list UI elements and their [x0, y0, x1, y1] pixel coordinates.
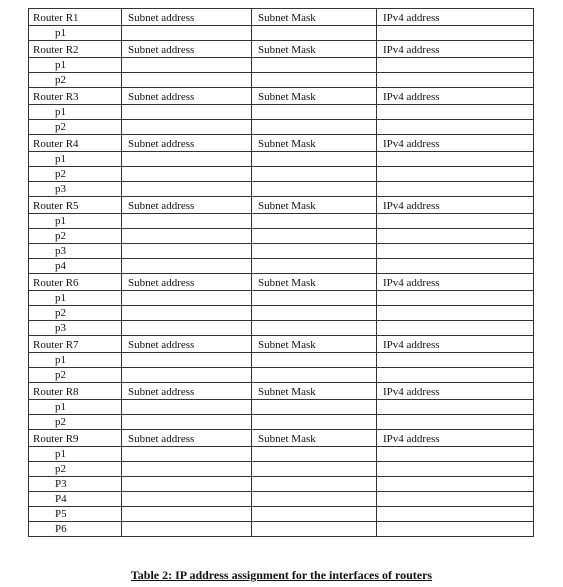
router-header-row [29, 41, 534, 58]
port-label: p1 [29, 291, 122, 306]
port-row [29, 167, 534, 182]
port-label: p2 [29, 73, 122, 88]
subnet-address-cell [122, 353, 252, 368]
subnet-mask-cell [252, 447, 377, 462]
port-row [29, 120, 534, 135]
port-row [29, 291, 534, 306]
router-name: Router R1 [29, 9, 122, 26]
ipv4-address-cell [377, 400, 534, 415]
ipv4-address-cell [377, 167, 534, 182]
subnet-mask-cell [252, 229, 377, 244]
port-row [29, 73, 534, 88]
subnet-address-header: Subnet address [122, 135, 252, 152]
router-header-row [29, 336, 534, 353]
subnet-address-header: Subnet address [122, 88, 252, 105]
ipv4-address-cell [377, 120, 534, 135]
subnet-address-cell [122, 522, 252, 537]
router-name: Router R9 [29, 430, 122, 447]
port-row [29, 259, 534, 274]
port-row [29, 522, 534, 537]
router-header-row [29, 383, 534, 400]
ipv4-address-header: IPv4 address [377, 88, 534, 105]
port-label: p2 [29, 462, 122, 477]
router-header-row [29, 274, 534, 291]
port-row [29, 321, 534, 336]
subnet-mask-header: Subnet Mask [252, 336, 377, 353]
subnet-mask-cell [252, 152, 377, 167]
subnet-address-cell [122, 321, 252, 336]
port-row [29, 415, 534, 430]
router-name: Router R2 [29, 41, 122, 58]
subnet-mask-cell [252, 400, 377, 415]
port-row [29, 353, 534, 368]
ipv4-address-cell [377, 105, 534, 120]
ipv4-address-cell [377, 306, 534, 321]
subnet-address-cell [122, 415, 252, 430]
port-row [29, 492, 534, 507]
ipv4-address-cell [377, 26, 534, 41]
subnet-address-cell [122, 462, 252, 477]
port-row [29, 400, 534, 415]
ipv4-address-cell [377, 214, 534, 229]
ipv4-address-cell [377, 291, 534, 306]
port-row [29, 462, 534, 477]
subnet-address-cell [122, 259, 252, 274]
subnet-mask-cell [252, 353, 377, 368]
ipv4-address-header: IPv4 address [377, 9, 534, 26]
port-label: p1 [29, 353, 122, 368]
router-header-row [29, 197, 534, 214]
subnet-mask-cell [252, 321, 377, 336]
subnet-address-cell [122, 492, 252, 507]
subnet-address-cell [122, 400, 252, 415]
router-name: Router R6 [29, 274, 122, 291]
ipv4-address-cell [377, 353, 534, 368]
subnet-address-cell [122, 120, 252, 135]
port-row [29, 105, 534, 120]
subnet-mask-cell [252, 306, 377, 321]
subnet-mask-header: Subnet Mask [252, 9, 377, 26]
ipv4-address-cell [377, 368, 534, 383]
ipv4-address-header: IPv4 address [377, 41, 534, 58]
port-label: P3 [29, 477, 122, 492]
ipv4-address-header: IPv4 address [377, 383, 534, 400]
ipv4-address-cell [377, 462, 534, 477]
table-caption: Table 2: IP address assignment for the interfaces of routers [130, 568, 433, 582]
port-row [29, 447, 534, 462]
subnet-address-header: Subnet address [122, 9, 252, 26]
port-label: p1 [29, 58, 122, 73]
port-label: P5 [29, 507, 122, 522]
ipv4-address-cell [377, 229, 534, 244]
subnet-address-header: Subnet address [122, 197, 252, 214]
ipv4-address-cell [377, 415, 534, 430]
port-row [29, 152, 534, 167]
subnet-address-cell [122, 368, 252, 383]
ipv4-address-cell [377, 244, 534, 259]
subnet-mask-cell [252, 58, 377, 73]
port-label: p1 [29, 214, 122, 229]
port-label: P6 [29, 522, 122, 537]
port-label: p2 [29, 229, 122, 244]
ipv4-address-header: IPv4 address [377, 135, 534, 152]
subnet-mask-cell [252, 492, 377, 507]
subnet-address-header: Subnet address [122, 383, 252, 400]
ipv4-address-cell [377, 477, 534, 492]
port-row [29, 229, 534, 244]
port-label: p2 [29, 306, 122, 321]
ipv4-address-header: IPv4 address [377, 197, 534, 214]
subnet-mask-header: Subnet Mask [252, 197, 377, 214]
subnet-address-cell [122, 152, 252, 167]
subnet-address-header: Subnet address [122, 336, 252, 353]
port-label: p1 [29, 105, 122, 120]
port-row [29, 477, 534, 492]
port-label: p4 [29, 259, 122, 274]
subnet-mask-cell [252, 73, 377, 88]
ipv4-address-cell [377, 73, 534, 88]
subnet-mask-cell [252, 214, 377, 229]
subnet-mask-cell [252, 368, 377, 383]
ipv4-address-cell [377, 182, 534, 197]
subnet-mask-cell [252, 244, 377, 259]
router-name: Router R7 [29, 336, 122, 353]
subnet-address-header: Subnet address [122, 274, 252, 291]
subnet-mask-header: Subnet Mask [252, 383, 377, 400]
subnet-address-cell [122, 58, 252, 73]
subnet-mask-header: Subnet Mask [252, 41, 377, 58]
subnet-mask-cell [252, 291, 377, 306]
router-header-row [29, 135, 534, 152]
port-row [29, 26, 534, 41]
ipv4-address-cell [377, 58, 534, 73]
port-row [29, 306, 534, 321]
ipv4-address-cell [377, 492, 534, 507]
port-label: P4 [29, 492, 122, 507]
port-row [29, 368, 534, 383]
ip-assignment-table [28, 8, 534, 537]
ipv4-address-header: IPv4 address [377, 274, 534, 291]
subnet-address-cell [122, 182, 252, 197]
port-label: p2 [29, 120, 122, 135]
subnet-address-cell [122, 229, 252, 244]
subnet-mask-cell [252, 120, 377, 135]
router-name: Router R4 [29, 135, 122, 152]
port-row [29, 58, 534, 73]
subnet-mask-cell [252, 259, 377, 274]
ipv4-address-cell [377, 152, 534, 167]
subnet-address-cell [122, 507, 252, 522]
subnet-mask-header: Subnet Mask [252, 88, 377, 105]
port-row [29, 507, 534, 522]
subnet-address-cell [122, 477, 252, 492]
port-label: p3 [29, 244, 122, 259]
router-name: Router R8 [29, 383, 122, 400]
subnet-mask-cell [252, 26, 377, 41]
subnet-mask-cell [252, 167, 377, 182]
port-label: p1 [29, 26, 122, 41]
subnet-address-cell [122, 26, 252, 41]
port-row [29, 244, 534, 259]
port-label: p1 [29, 152, 122, 167]
subnet-address-cell [122, 306, 252, 321]
subnet-address-cell [122, 214, 252, 229]
subnet-address-cell [122, 244, 252, 259]
port-label: p1 [29, 447, 122, 462]
port-label: p1 [29, 400, 122, 415]
port-label: p3 [29, 321, 122, 336]
ipv4-address-cell [377, 321, 534, 336]
port-row [29, 214, 534, 229]
router-header-row [29, 9, 534, 26]
ipv4-address-cell [377, 447, 534, 462]
port-row [29, 182, 534, 197]
ipv4-address-cell [377, 522, 534, 537]
router-name: Router R3 [29, 88, 122, 105]
ipv4-address-cell [377, 259, 534, 274]
subnet-address-header: Subnet address [122, 41, 252, 58]
ipv4-address-cell [377, 507, 534, 522]
subnet-mask-cell [252, 522, 377, 537]
port-label: p3 [29, 182, 122, 197]
ipv4-address-header: IPv4 address [377, 430, 534, 447]
subnet-mask-cell [252, 462, 377, 477]
subnet-mask-header: Subnet Mask [252, 135, 377, 152]
port-label: p2 [29, 415, 122, 430]
subnet-address-cell [122, 447, 252, 462]
subnet-mask-cell [252, 477, 377, 492]
subnet-address-cell [122, 73, 252, 88]
router-header-row [29, 430, 534, 447]
subnet-mask-cell [252, 105, 377, 120]
ip-assignment-table-body [29, 9, 534, 537]
port-label: p2 [29, 167, 122, 182]
subnet-address-cell [122, 167, 252, 182]
ipv4-address-header: IPv4 address [377, 336, 534, 353]
port-label: p2 [29, 368, 122, 383]
subnet-address-cell [122, 105, 252, 120]
router-header-row [29, 88, 534, 105]
subnet-mask-cell [252, 415, 377, 430]
router-name: Router R5 [29, 197, 122, 214]
subnet-address-cell [122, 291, 252, 306]
subnet-mask-header: Subnet Mask [252, 274, 377, 291]
subnet-address-header: Subnet address [122, 430, 252, 447]
subnet-mask-cell [252, 182, 377, 197]
subnet-mask-cell [252, 507, 377, 522]
subnet-mask-header: Subnet Mask [252, 430, 377, 447]
